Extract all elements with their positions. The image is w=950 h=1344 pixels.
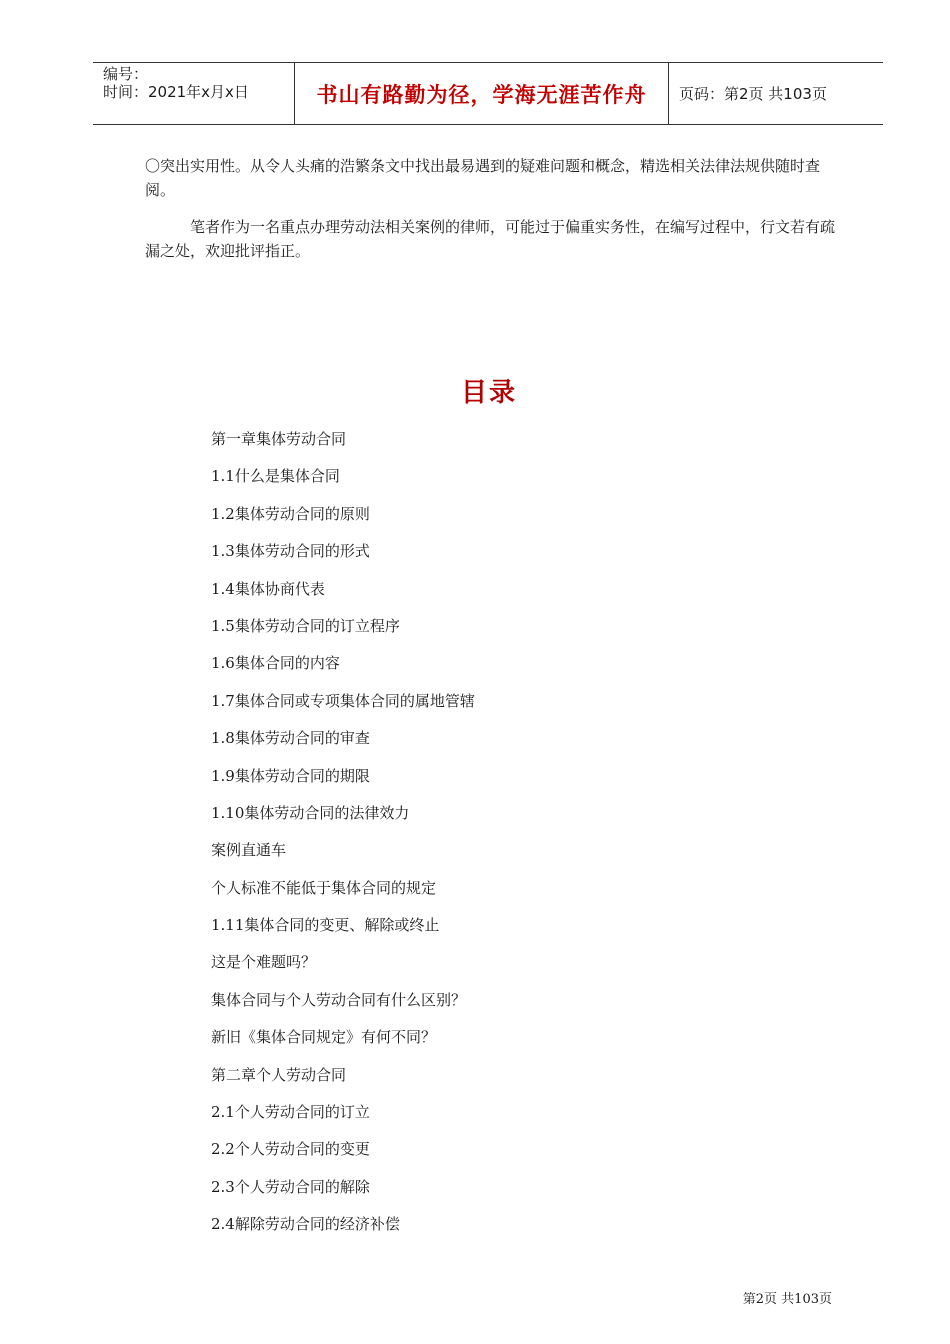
footer-page-number: 第2页 共103页 [742,1292,832,1307]
toc-item: 1.3集体劳动合同的形式 [211,542,370,561]
toc-item: 1.7集体合同或专项集体合同的属地管辖 [211,691,475,710]
toc-item: 1.9集体劳动合同的期限 [211,766,370,785]
toc-item: 案例直通车 [211,841,287,860]
toc-item: 1.1什么是集体合同 [211,467,340,486]
toc-item: 1.5集体劳动合同的订立程序 [211,616,400,635]
toc-title: 目录 [460,378,517,408]
toc-item: 2.2个人劳动合同的变更 [211,1140,370,1159]
toc-item: 1.8集体劳动合同的审查 [211,729,370,748]
document-number-label: 编号： [103,65,149,83]
toc-item: 1.6集体合同的内容 [211,654,340,673]
intro-paragraph: 笔者作为一名重点办理劳动法相关案例的律师，可能过于偏重实务性，在编写过程中，行文若有疏漏之处，欢迎批评指正。 [145,218,836,260]
toc-item: 个人标准不能低于集体合同的规定 [211,878,437,897]
toc-item: 2.1个人劳动合同的订立 [211,1103,370,1122]
toc-item: 1.4集体协商代表 [211,579,325,598]
toc-item: 这是个难题吗？ [211,953,317,972]
toc-item: 第一章集体劳动合同 [211,430,347,448]
toc-item: 1.10集体劳动合同的法律效力 [211,803,410,822]
document-header [93,62,883,125]
toc-item: 新旧《集体合同规定》有何不同？ [211,1028,437,1047]
header-motto: 书山有路勤为径，学海无涯苦作舟 [295,63,669,124]
table-of-contents [211,428,475,1251]
toc-item: 1.11集体合同的变更、解除或终止 [211,916,440,935]
header-page-number: 页码：第2页 共103页 [679,85,827,103]
document-time-label: 时间：2021年x月x日 [103,83,249,101]
toc-item: 第二章个人劳动合同 [211,1065,347,1084]
intro-paragraph: 〇突出实用性。从令人头痛的浩繁条文中找出最易遇到的疑难问题和概念，精选相关法律法规供随时查阅。 [145,157,821,199]
toc-item: 2.4解除劳动合同的经济补偿 [211,1215,400,1234]
toc-item: 2.3个人劳动合同的解除 [211,1177,370,1196]
toc-item: 1.2集体劳动合同的原则 [211,504,370,523]
header-meta [93,63,295,124]
toc-item: 集体合同与个人劳动合同有什么区别？ [211,990,467,1009]
